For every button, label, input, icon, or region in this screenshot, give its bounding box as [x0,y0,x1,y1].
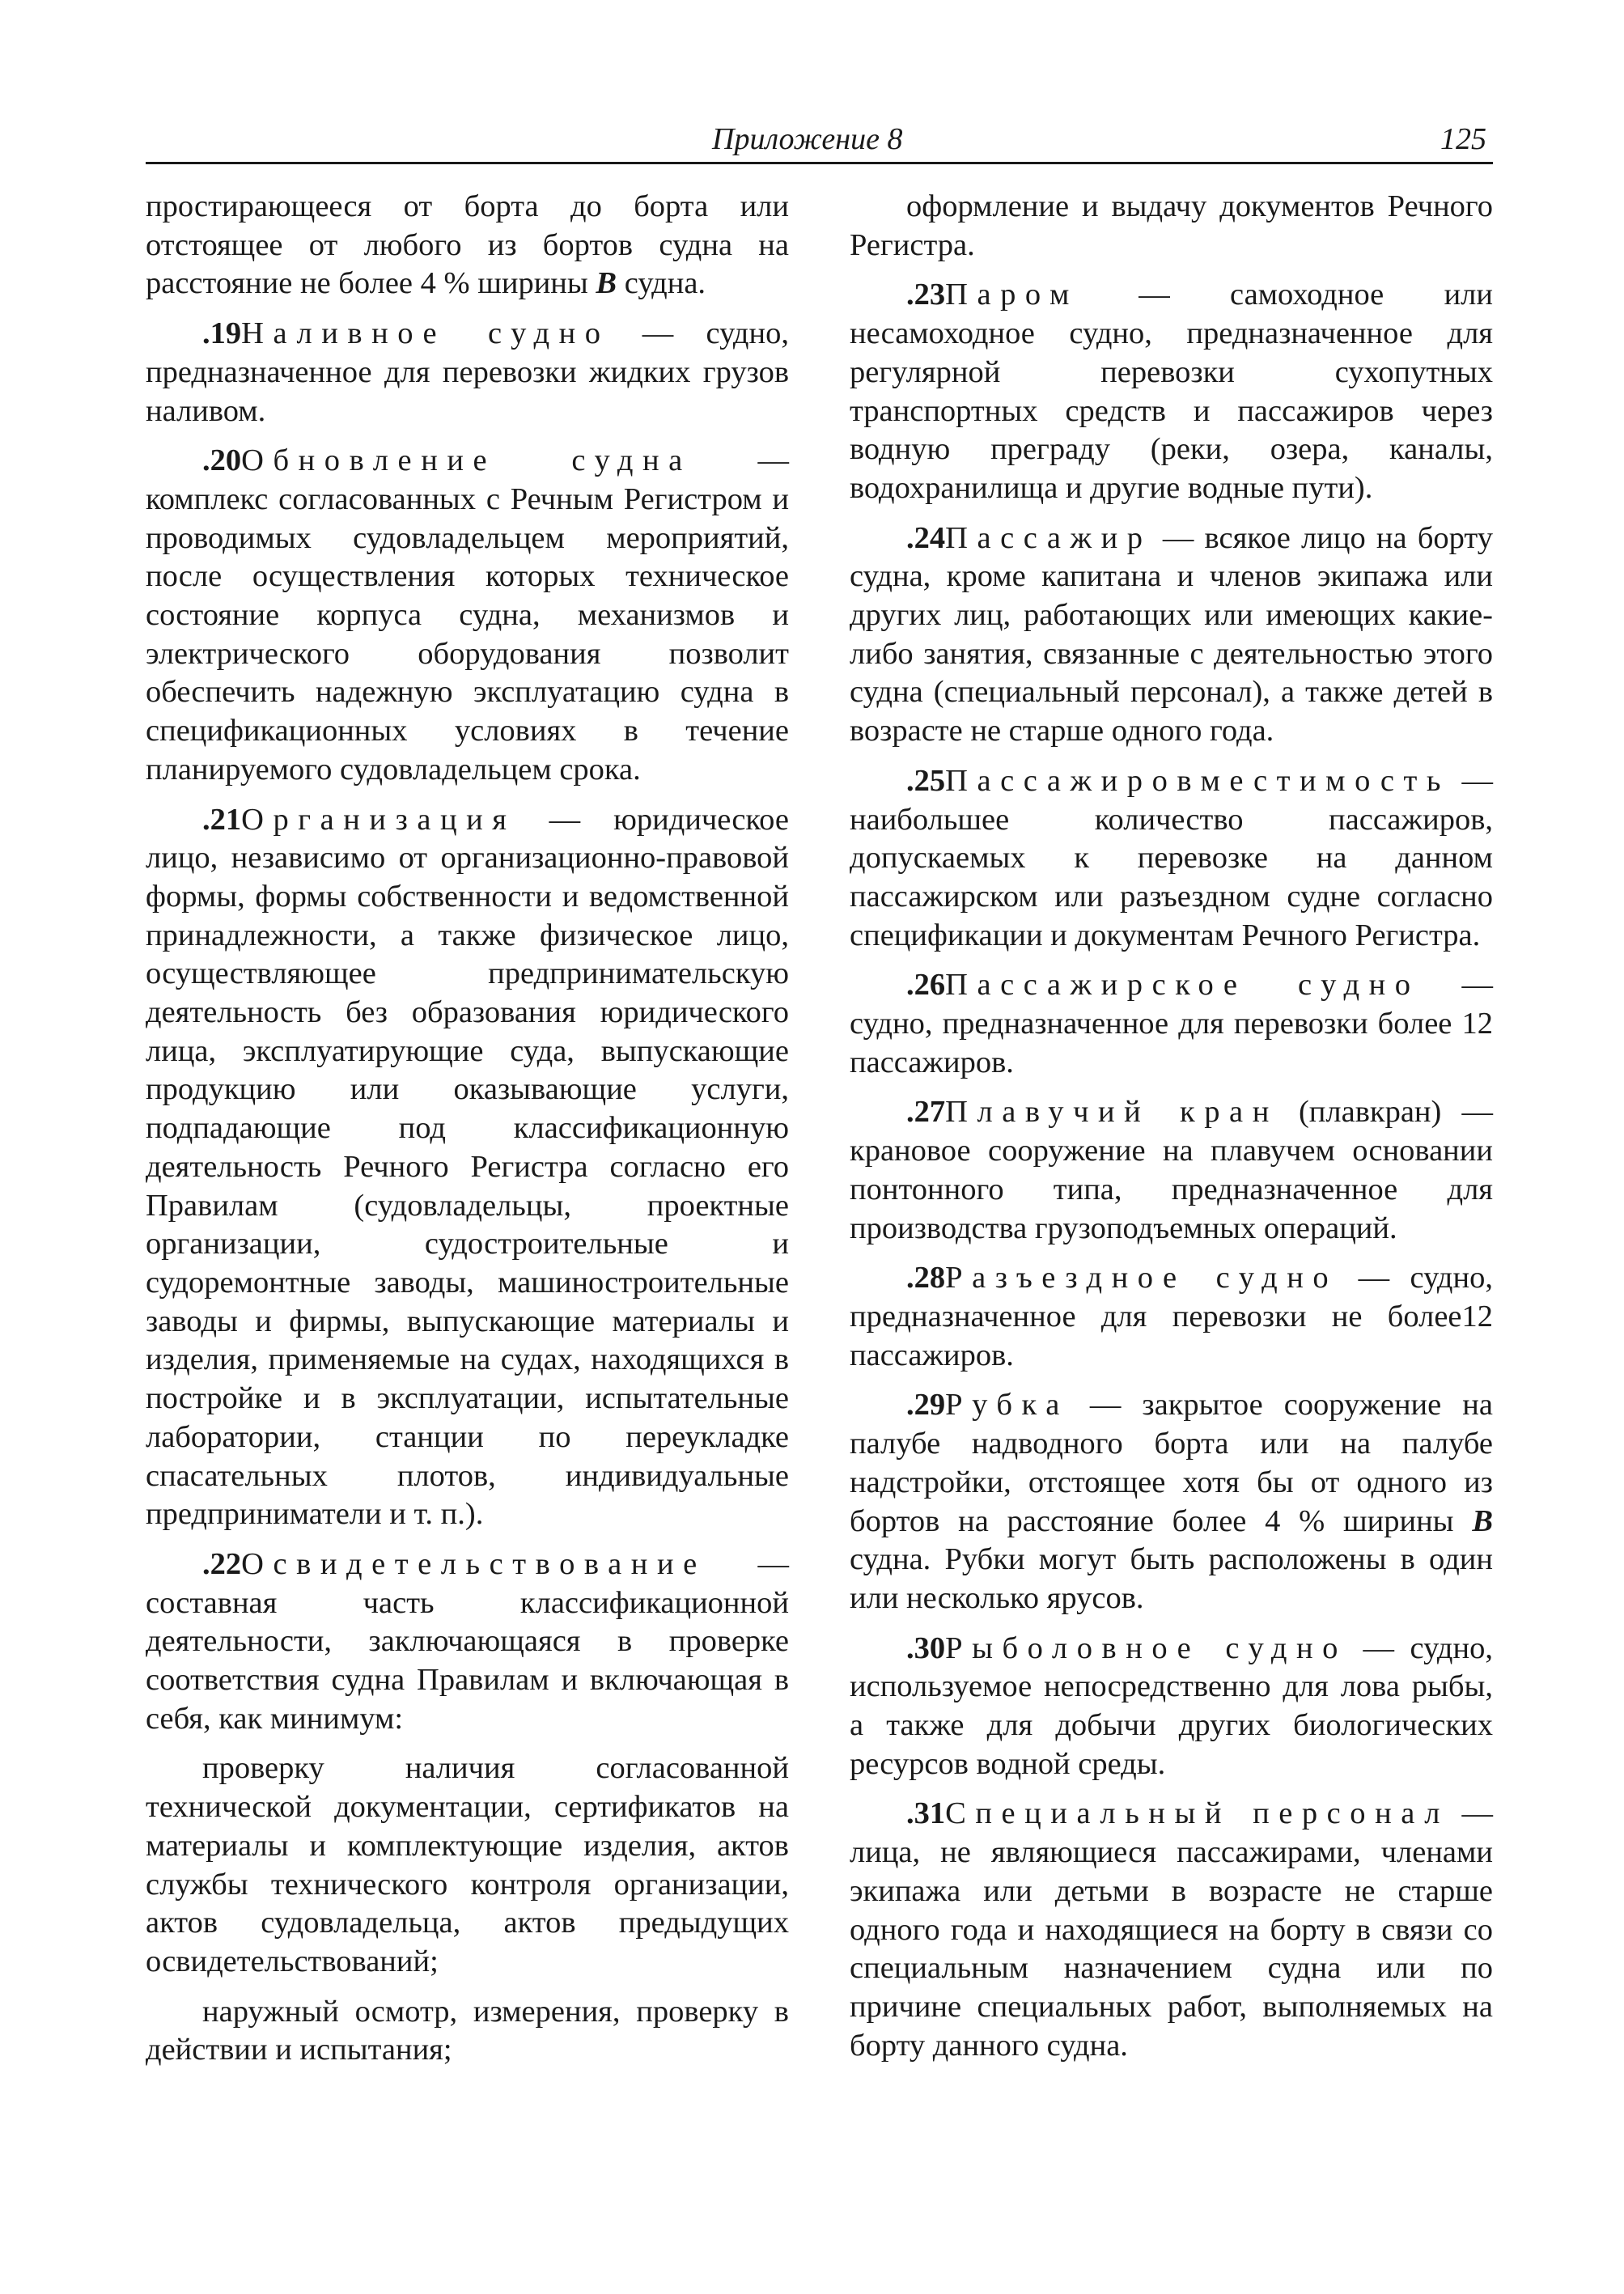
definition-24 [850,519,1493,751]
definition-26 [850,966,1493,1082]
definition-22-item-a: проверку наличия согласованной технической документации, сертификатов на материалы и комплектующие изделия, актов службы технического контроля организации, актов судовладельца, актов предыдущих освидетельствований; [146,1751,789,1978]
item-number: .22 [202,1546,242,1581]
definition-text: — судно, предназначенное для перевозки жидких грузов наливом. [146,316,789,428]
definition-30 [850,1630,1493,1784]
term: Организация [241,802,516,837]
term: Освидетельствование [241,1546,706,1581]
term: Плавучий кран [945,1095,1278,1130]
item-number: .30 [906,1630,946,1665]
definition-22-item-c: оформление и выдачу документов Речного Регистра. [850,189,1493,262]
definition-text: — самоходное или несамоходное судно, предназначенное для регулярной перевозки сухопутных транспортных средств и пассажиров через водную преграду (реки, озера, каналы, водохранилища и другие водные пути). [850,278,1493,505]
item-number: .28 [906,1261,946,1295]
item-number: .23 [906,278,946,312]
item-number: .21 [202,802,242,837]
term: Специальный персонал [945,1796,1449,1831]
running-header [146,121,1493,164]
item-number: .31 [906,1796,946,1831]
definition-25 [850,762,1493,956]
right-column [850,188,1493,2076]
definition-text: — наибольшее количество пассажиров, допускаемых к перевозке на данном пассажирском или разъездном судне согласно спецификации и документам Речного Регистра. [850,763,1493,952]
definition-31 [850,1795,1493,2065]
item-number: .25 [906,763,946,798]
definition-23 [850,276,1493,507]
definition-text: — закрытое сооружение на палубе надводного борта или на палубе надстройки, отстоящее хотя бы от одного из бортов на расстояние более 4 % ширины [850,1388,1493,1538]
definition-22 [146,1546,789,1739]
term: Пассажирское судно [945,968,1420,1003]
definition-22-item-b: наружный осмотр, измерения, проверку в действии и испытания; [146,1994,789,2067]
term: Паром [945,278,1079,312]
symbol-b: B [596,266,617,301]
definition-29: .29Рубка — закрытое сооружение на палубе надводного борта или на палубе надстройки, отстоящее хотя бы от одного из бортов на расстояние более 4 % ширины B судна. Рубки могут быть расположены в один или несколько ярусов. [850,1388,1493,1615]
left-column [146,188,789,2081]
definition-text: — составная часть классификационной деятельности, заключающаяся в проверке соответствия судна Правилам и включающая в себя, как минимум: [146,1546,789,1736]
definition-text: — судно, предназначенное для перевозки более 12 пассажиров. [850,968,1493,1079]
definition-text: — всякое лицо на борту судна, кроме капитана и членов экипажа или других лиц, работающих или имеющих какие-либо занятия, связанные с деятельностью этого судна (специальный персонал), а также детей в возрасте не старше одного года. [850,520,1493,748]
term: Рыболовное судно [945,1630,1347,1665]
term: Пассажировместимость [945,763,1450,798]
item-number: .29 [906,1388,946,1423]
term: Разъездное судно [945,1261,1338,1295]
term: Пассажир [945,520,1152,555]
definition-20 [146,442,789,789]
definition-text: — комплекс согласованных с Речным Регистром и проводимых судовладельцем мероприятий, после осуществления которых техническое состояние корпуса судна, механизмов и электрического оборудования позволит обеспечить надежную эксплуатацию судна в спецификационных условиях в течение планируемого судовладельцем срока. [146,443,789,787]
item-number: .24 [906,520,946,555]
term: Наливное судно [241,316,610,351]
definition-text: — лица, не являющиеся пассажирами, членами экипажа или детьми в возрасте не старше одного года и находящиеся на борту в связи со специальным назначением судна или по причине специальных работ, выполняемых на борту данного судна. [850,1796,1493,2063]
definition-text: — судно, используемое непосредственно для лова рыбы, а также для добычи других биологических ресурсов водной среды. [850,1630,1493,1781]
term: Рубка [945,1388,1069,1423]
definition-19 [146,315,789,430]
definition-21 [146,801,789,1534]
item-number: .27 [906,1095,946,1130]
definition-text: — юридическое лицо, независимо от организационно-правовой формы, формы собственности и ведомственной принадлежности, а также физическое лицо, осуществляющее предпринимательскую деятельность без образования юридического лица, эксплуатирующие суда, выпускающие продукцию или оказывающие услуги, подпадающие под классификационную деятельность Речного Регистра согласно его Правилам (судовладельцы, проектные организации, судостроительные и судоремонтные заводы, машиностроительные заводы и фирмы, выпускающие материалы и изделия, применяемые на судах, находящихся в постройке и в эксплуатации, испытательные лаборатории, станции по переукладке спасательных плотов, индивидуальные предприниматели и т. п.). [146,802,789,1532]
item-number: .26 [906,968,946,1003]
paragraph-18-continued: простирающееся от борта до борта или отстоящее от любого из бортов судна на расстояние не более 4 % ширины B судна. [146,189,789,301]
definition-text: (плавкран) — крановое сооружение на плавучем основании понтонного типа, предназначенное для производства грузоподъемных операций. [850,1095,1493,1245]
header-title: Приложение 8 [712,122,903,156]
page-number: 125 [1440,122,1486,156]
item-number: .20 [202,443,242,478]
definition-text: — судно, предназначенное для перевозки не более12 пассажиров. [850,1261,1493,1372]
definition-27 [850,1093,1493,1248]
term: Обновление судна [241,443,692,478]
symbol-b: B [1472,1503,1493,1538]
definition-28 [850,1259,1493,1375]
item-number: .19 [202,316,242,351]
